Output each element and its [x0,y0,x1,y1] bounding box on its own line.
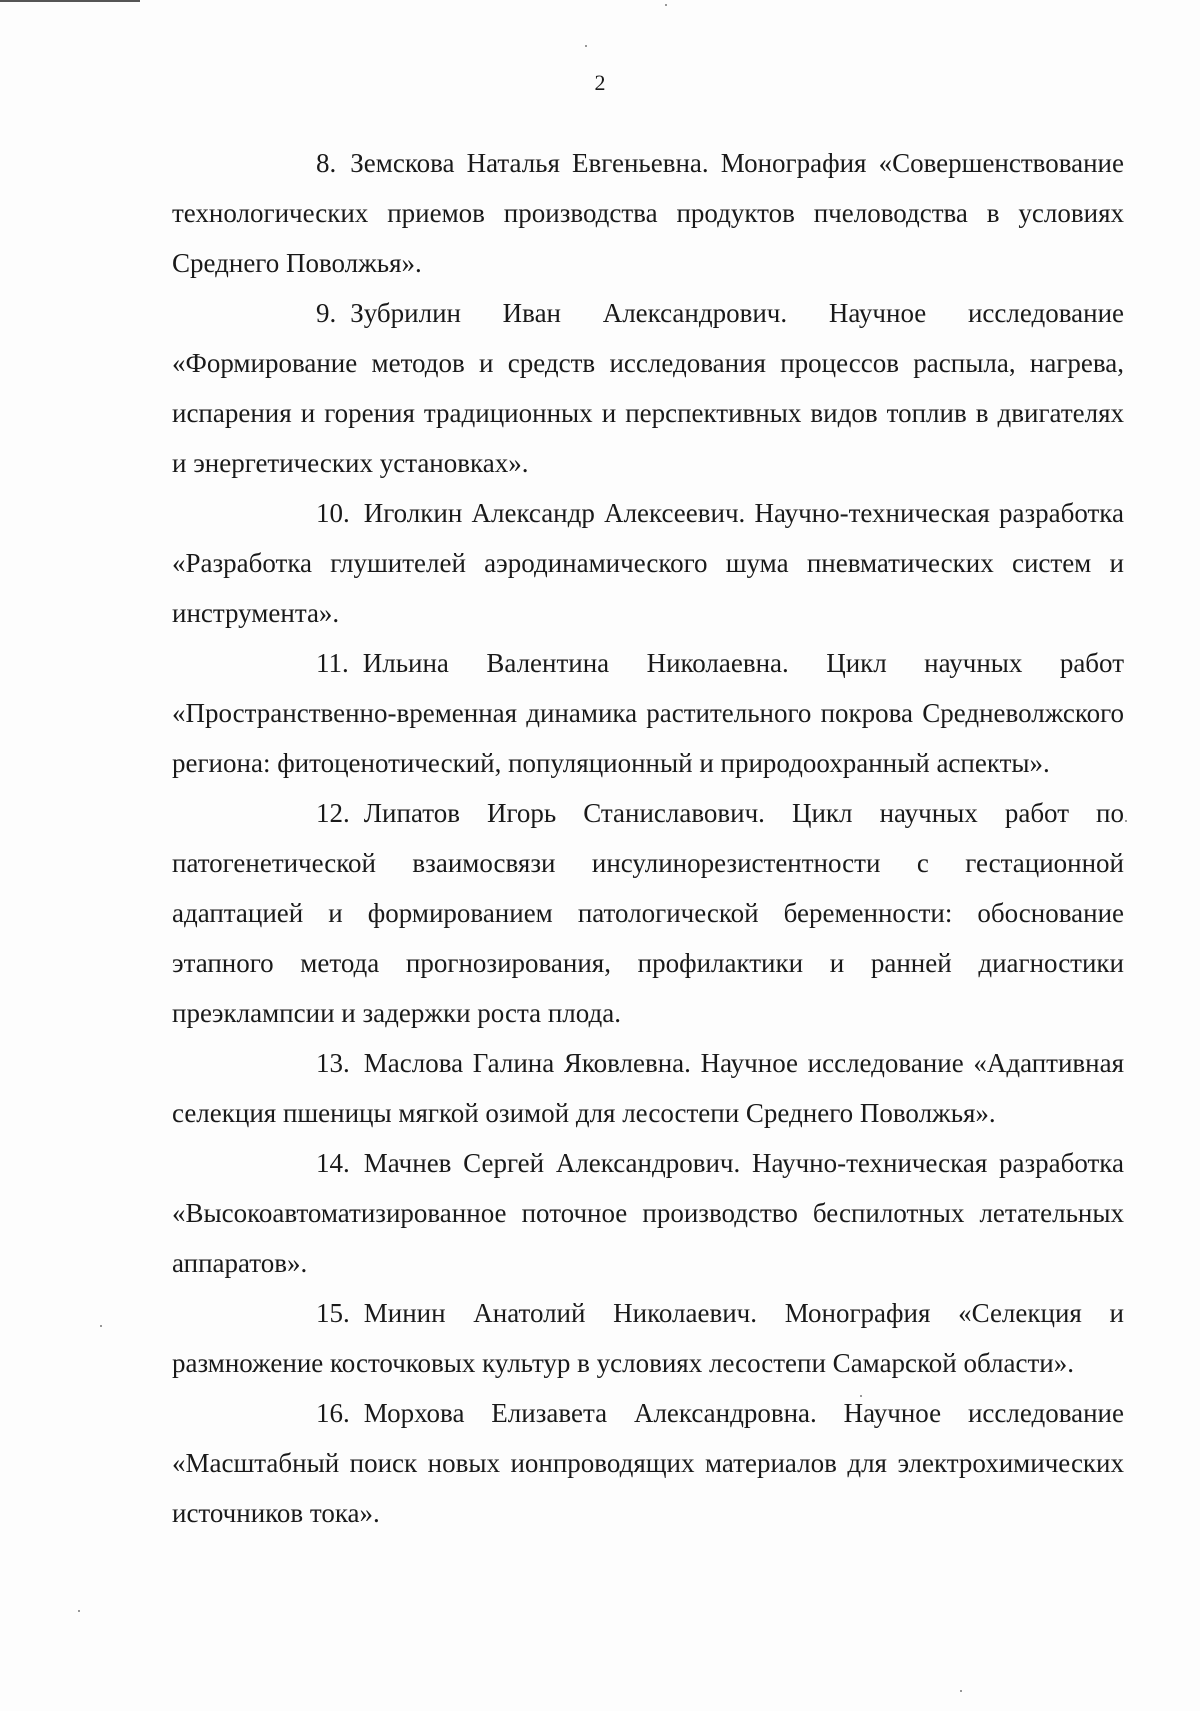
entries-list [172,138,1124,1538]
item-text: Ильина Валентина Николаевна. Цикл научных работ «Пространственно-временная динамика растительного покрова Средневолжского региона: фитоценотический, популяционный и природоохранный аспекты». [172,648,1124,778]
list-item [172,638,1124,788]
scan-speck [960,1690,962,1692]
scan-speck [665,4,667,6]
item-text: Мачнев Сергей Александрович. Научно-техническая разработка «Высокоавтоматизированное поточное производство беспилотных летательных аппаратов». [172,1148,1124,1278]
scan-edge-line [0,0,140,2]
list-item [172,1138,1124,1288]
list-item [172,788,1124,1038]
item-number: 14. [316,1148,350,1178]
item-number: 9. [316,298,337,328]
scan-speck [585,45,587,47]
item-text: Иголкин Александр Алексеевич. Научно-техническая разработка «Разработка глушителей аэродинамического шума пневматических систем и инструмента». [172,498,1124,628]
item-text: Маслова Галина Яковлевна. Научное исследование «Адаптивная селекция пшеницы мягкой озимой для лесостепи Среднего Поволжья». [172,1048,1124,1128]
item-number: 10. [316,498,350,528]
list-item [172,1288,1124,1388]
list-item [172,288,1124,488]
item-text: Зубрилин Иван Александрович. Научное исследование «Формирование методов и средств исследования процессов распыла, нагрева, испарения и горения традиционных и перспективных видов топлив в двигателях и энергетических установках». [172,298,1124,478]
item-number: 12. [316,798,350,828]
scan-speck [1125,820,1127,822]
page-number: 2 [594,70,606,95]
item-text: Морхова Елизавета Александровна. Научное исследование «Масштабный поиск новых ионпроводящих материалов для электрохимических источников тока». [172,1398,1124,1528]
scan-speck [100,1325,102,1327]
item-number: 11. [316,648,349,678]
list-item [172,138,1124,288]
scan-speck [860,1395,862,1397]
item-text: Липатов Игорь Станиславович. Цикл научных работ по патогенетической взаимосвязи инсулинорезистентности с гестационной адаптацией и формированием патологической беременности: обоснование этапного метода прогнозирования, профилактики и ранней диагностики преэклампсии и задержки роста плода. [172,798,1124,1028]
item-text: Земскова Наталья Евгеньевна. Монография «Совершенствование технологических приемов производства продуктов пчеловодства в условиях Среднего Поволжья». [172,148,1124,278]
item-number: 13. [316,1048,350,1078]
list-item [172,488,1124,638]
item-number: 8. [316,148,337,178]
item-number: 15. [316,1298,350,1328]
list-item [172,1038,1124,1138]
scan-speck [78,1610,80,1612]
item-number: 16. [316,1398,350,1428]
list-item [172,1388,1124,1538]
item-text: Минин Анатолий Николаевич. Монография «Селекция и размножение косточковых культур в условиях лесостепи Самарской области». [172,1298,1124,1378]
